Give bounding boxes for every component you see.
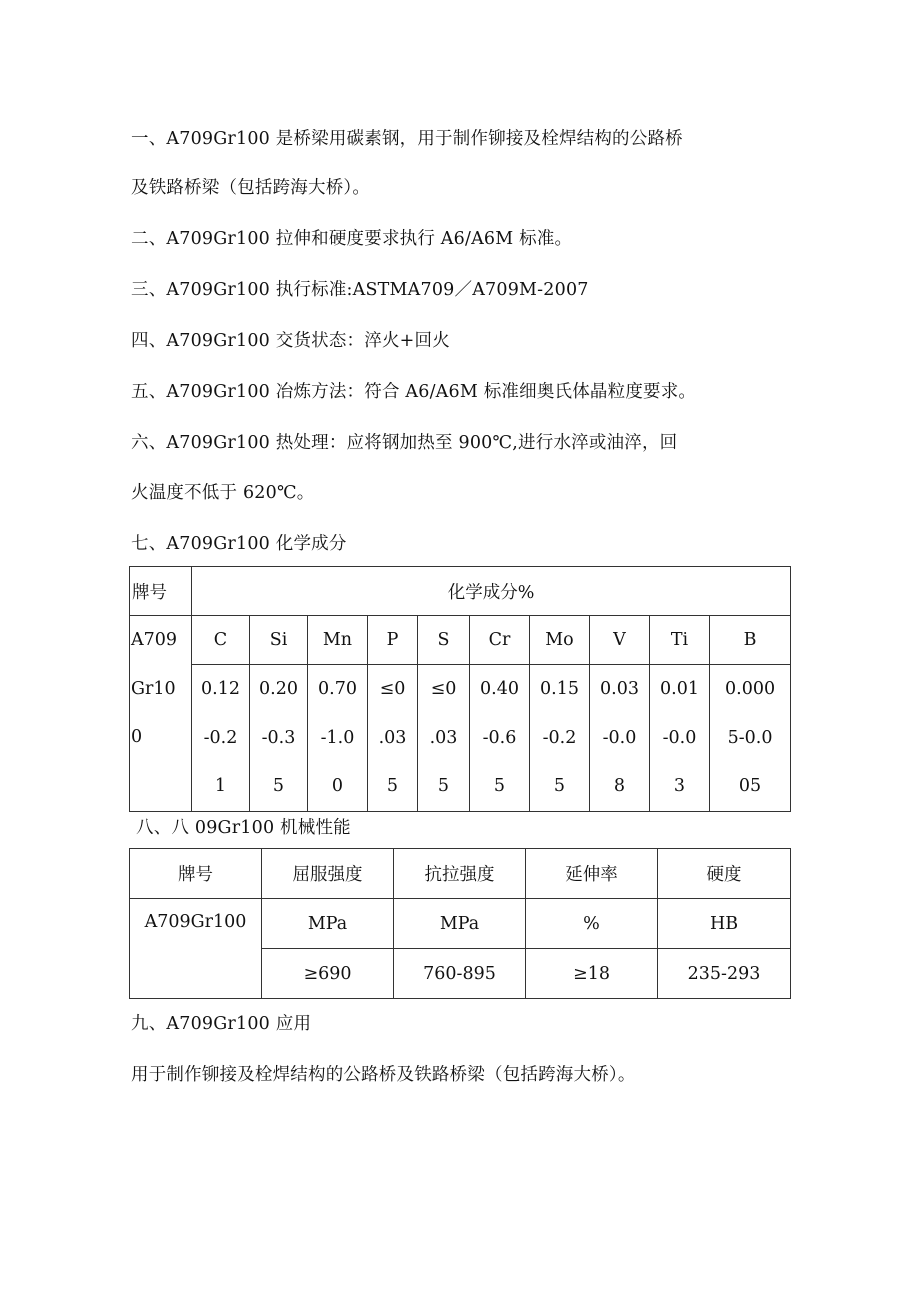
element-header-s: S bbox=[418, 616, 470, 665]
paragraph-5: 五、A709Gr100 冶炼方法：符合 A6/A6M 标准细奥氏体晶粒度要求。 bbox=[131, 382, 697, 402]
value-line: 5 bbox=[437, 776, 450, 796]
value-line: 0.40 bbox=[480, 679, 519, 699]
mech-value-tensile: 760-895 bbox=[394, 949, 526, 999]
value-cr bbox=[470, 665, 530, 812]
chemical-composition-table bbox=[129, 566, 791, 812]
section-7-heading: 七、A709Gr100 化学成分 bbox=[131, 534, 347, 554]
value-line: -0.0 bbox=[662, 727, 697, 748]
value-mn bbox=[308, 665, 368, 812]
value-c bbox=[192, 665, 250, 812]
element-header-ti: Ti bbox=[650, 616, 710, 665]
value-line: 5 bbox=[493, 776, 506, 796]
mech-header-hardness: 硬度 bbox=[658, 849, 791, 899]
value-line: ≤0 bbox=[379, 679, 406, 699]
value-v bbox=[590, 665, 650, 812]
chem-brand-line: 0 bbox=[131, 727, 143, 747]
section-8-heading: 八、八 09Gr100 机械性能 bbox=[136, 818, 351, 838]
value-line: 0.20 bbox=[259, 679, 298, 699]
chem-brand-cell bbox=[130, 616, 192, 812]
value-line: -1.0 bbox=[320, 727, 355, 748]
chem-brand-line: Gr10 bbox=[131, 678, 176, 699]
value-line: 3 bbox=[673, 776, 686, 796]
element-header-c: C bbox=[192, 616, 250, 665]
element-header-v: V bbox=[590, 616, 650, 665]
value-line: 0 bbox=[331, 776, 344, 796]
application-text: 用于制作铆接及栓焊结构的公路桥及铁路桥梁（包括跨海大桥）。 bbox=[131, 1065, 636, 1085]
mech-value-elongation: ≥18 bbox=[526, 949, 658, 999]
paragraph-3: 三、A709Gr100 执行标准:ASTMA709／A709M-2007 bbox=[131, 280, 589, 300]
value-line: 8 bbox=[613, 776, 626, 796]
value-si bbox=[250, 665, 308, 812]
mech-unit-tensile: MPa bbox=[394, 899, 526, 949]
mech-brand-cell: A709Gr100 bbox=[130, 899, 262, 999]
value-line: 0.03 bbox=[600, 679, 639, 699]
value-line: 0.12 bbox=[201, 679, 240, 699]
value-line: ≤0 bbox=[430, 679, 457, 699]
value-b bbox=[710, 665, 791, 812]
value-p bbox=[368, 665, 418, 812]
mech-value-hardness: 235-293 bbox=[658, 949, 791, 999]
value-line: 5 bbox=[386, 776, 399, 796]
value-line: 5 bbox=[272, 776, 285, 796]
mech-header-yield: 屈服强度 bbox=[262, 849, 394, 899]
value-s bbox=[418, 665, 470, 812]
element-header-mn: Mn bbox=[308, 616, 368, 665]
mech-header-brand: 牌号 bbox=[130, 849, 262, 899]
mech-value-yield: ≥690 bbox=[262, 949, 394, 999]
mech-unit-elongation: % bbox=[526, 899, 658, 949]
value-line: .03 bbox=[378, 727, 407, 748]
value-line: 0.01 bbox=[660, 679, 699, 699]
value-line: 0.15 bbox=[540, 679, 579, 699]
value-ti bbox=[650, 665, 710, 812]
mech-unit-yield: MPa bbox=[262, 899, 394, 949]
value-line: 0.000 bbox=[725, 679, 776, 699]
paragraph-6-line-2: 火温度不低于 620℃。 bbox=[131, 483, 315, 503]
mech-unit-hardness: HB bbox=[658, 899, 791, 949]
paragraph-1-line-1: 一、A709Gr100 是桥梁用碳素钢，用于制作铆接及栓焊结构的公路桥 bbox=[131, 129, 683, 149]
chem-brand-header: 牌号 bbox=[130, 567, 192, 616]
paragraph-4: 四、A709Gr100 交货状态：淬火+回火 bbox=[131, 331, 450, 351]
paragraph-6-line-1: 六、A709Gr100 热处理：应将钢加热至 900℃,进行水淬或油淬，回 bbox=[131, 433, 678, 453]
paragraph-2: 二、A709Gr100 拉伸和硬度要求执行 A6/A6M 标准。 bbox=[131, 229, 573, 249]
chem-group-header: 化学成分% bbox=[192, 567, 791, 616]
mechanical-properties-table bbox=[129, 848, 791, 999]
value-mo bbox=[530, 665, 590, 812]
element-header-cr: Cr bbox=[470, 616, 530, 665]
value-line: 05 bbox=[738, 776, 762, 796]
section-9-heading: 九、A709Gr100 应用 bbox=[131, 1014, 312, 1034]
element-header-si: Si bbox=[250, 616, 308, 665]
element-header-p: P bbox=[368, 616, 418, 665]
value-line: 5 bbox=[553, 776, 566, 796]
value-line: -0.0 bbox=[602, 727, 637, 748]
chem-brand-line: A709 bbox=[131, 630, 178, 650]
value-line: 5-0.0 bbox=[727, 727, 773, 748]
mech-header-elongation: 延伸率 bbox=[526, 849, 658, 899]
value-line: -0.2 bbox=[203, 727, 238, 748]
value-line: .03 bbox=[429, 727, 458, 748]
element-header-b: B bbox=[710, 616, 791, 665]
paragraph-1-line-2: 及铁路桥梁（包括跨海大桥）。 bbox=[131, 178, 371, 198]
value-line: 1 bbox=[214, 776, 227, 796]
value-line: -0.2 bbox=[542, 727, 577, 748]
element-header-mo: Mo bbox=[530, 616, 590, 665]
mech-header-tensile: 抗拉强度 bbox=[394, 849, 526, 899]
value-line: 0.70 bbox=[318, 679, 357, 699]
value-line: -0.6 bbox=[482, 727, 517, 748]
value-line: -0.3 bbox=[261, 727, 296, 748]
